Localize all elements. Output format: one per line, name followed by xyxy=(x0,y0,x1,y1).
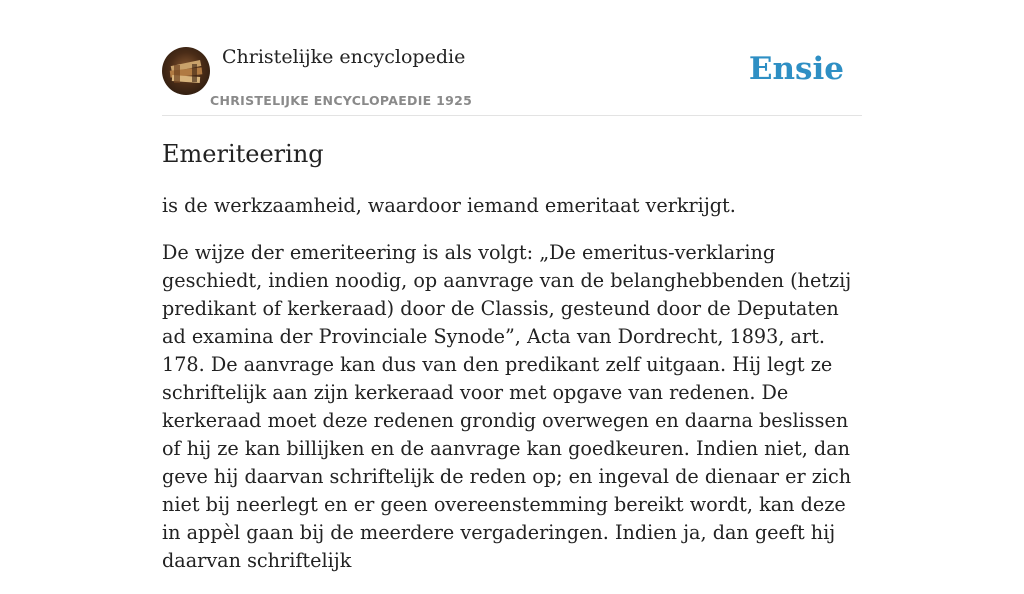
book-avatar-icon[interactable] xyxy=(162,47,210,95)
article-paragraph: is de werkzaamheid, waardoor iemand emeritaat verkrijgt. xyxy=(162,194,736,217)
header xyxy=(162,46,862,116)
source-title[interactable]: Christelijke encyclopedie xyxy=(222,46,466,68)
article-paragraph: De wijze der emeriteering is als volgt: „De emeritus-verklaring geschiedt, indien noodig, op aanvrage van de belanghebbenden (hetzij predikant of kerkeraad) door de Classis, gesteund door de Deputaten ad examina der Provinciale Synode”, Acta van Dordrecht, 1893, art. 178. De aanvrage kan dus van den predikant zelf uitgaan. Hij legt ze schriftelijk aan zijn kerkeraad voor met opgave van redenen. De kerkeraad moet deze redenen grondig overwegen en daarna beslissen of hij ze kan billijken en de aanvrage kan goedkeuren. Indien niet, dan geve hij daarvan schriftelijk de reden op; en ingeval de dienaar er zich niet bij neerlegt en er geen overeenstemming bereikt wordt, kan deze in appèl gaan bij de meerdere vergaderingen. Indien ja, dan geeft hij daarvan schriftelijk xyxy=(162,241,852,572)
header-divider xyxy=(162,115,862,116)
article-title: Emeriteering xyxy=(162,140,324,168)
brand-logo-link[interactable]: Ensie xyxy=(748,51,844,87)
article-body xyxy=(162,192,867,594)
source-subtitle[interactable]: CHRISTELIJKE ENCYCLOPAEDIE 1925 xyxy=(210,93,473,108)
